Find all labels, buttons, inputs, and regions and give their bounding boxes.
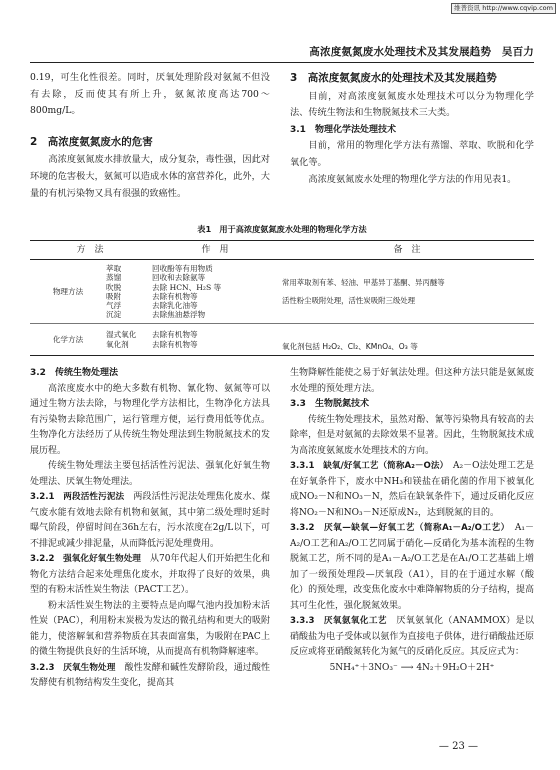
paragraph: 高浓度氨氮废水处理的物理化学方法的作用见表1。: [308, 173, 517, 185]
subsection-label: 3.3.1 缺氧/好氧工艺（简称A₂－O法）: [290, 461, 444, 471]
method: 吸附: [106, 291, 122, 301]
methods-table: [30, 240, 534, 356]
paragraph: 0.19，可生化性很差。同时，厌氧处理阶段对氨氮不但没有去除，反而使其有所上升，氨氮浓度高达700～800mg/L。: [30, 72, 270, 117]
table-header: 备 注: [280, 241, 534, 260]
subsection-text: 两段活性污泥法处理焦化废水、煤气废水能有效地去除有机物和氨氮，其中第二级处理时延时曝气阶段，停留时间在36h左右，污水浓度在2g/L以下，可不排泥或减少排泥量，从而降低污泥处理费用。: [30, 492, 270, 549]
paragraph: [30, 552, 270, 599]
method: 气浮: [106, 301, 122, 311]
subsection-text: 厌氧氨氧化（ANAMMOX）是以硝酸盐为电子受体或以氨作为直接电子供体，进行硝酸盐还原反应或将亚硝酸氮转化为氮气的反硝化反应。其反应式为：: [290, 616, 535, 657]
effect: 去除乳化油等: [152, 301, 198, 311]
note: 活性粉尘吸附处理，活性炭吸附三级处理: [282, 295, 416, 305]
paragraph: [30, 661, 270, 692]
paragraph: [290, 459, 534, 521]
effect: 回收酚等有用物质: [152, 264, 213, 274]
subsection-text: 从70年代起人们开始把生化和物化方法结合起来处理焦化废水，并取得了良好的效果，典型的有粉末活性炭生物法（PACT工艺）。: [30, 554, 270, 595]
paragraph: 传统生物处理法主要包括活性污泥法、强氧化好氧生物处理法、厌氧生物处理法。: [30, 461, 270, 487]
table-row: [30, 260, 534, 324]
paragraph: [290, 521, 534, 614]
table-caption: 表1 用于高浓度氨氮废水处理的物理化学方法: [197, 224, 367, 234]
paragraph: 目前，对高浓度氨氮废水处理技术可以分为物理化学法、传统生物法和生物脱氮技术三大类。: [290, 90, 534, 119]
subsection-label: 3.3.2 厌氧—缺氧—好氧工艺（简称A₁－A₂/O工艺）: [290, 523, 506, 533]
paragraph: 粉末活性炭生物法的主要特点是向曝气池内投加粉末活性炭（PAC），利用粉末炭极为发达的微孔结构和更大的吸附能力，使溶解氧和营养物质在其表面富集，为吸附在PAC上的微生物提供良好的生活环境，从而提高有机物降解速率。: [30, 600, 270, 657]
reaction-formula: 5NH₄⁺＋3NO₃⁻ ⟶ 4N₂＋9H₂O＋2H⁺: [329, 662, 495, 673]
note-cell: [280, 324, 534, 355]
section-2-title: 2 高浓度氨氮废水的危害: [30, 135, 153, 148]
section-3-1-title: 3.1 物理化学法处理技术: [290, 124, 396, 135]
table-header: 作 用: [150, 241, 280, 260]
table-header: 方 法: [30, 241, 150, 260]
method: 萃取: [106, 264, 122, 274]
right-column-bottom: [290, 366, 534, 676]
effect-list: [150, 260, 280, 324]
method: 沉淀: [106, 310, 122, 320]
paragraph: 传统生物处理技术，虽然对酚、氰等污染物具有较高的去除率，但是对氨氮的去除效果不显著。因此，生物脱氮技术成为高浓度氨氮废水处理技术的方向。: [290, 414, 534, 456]
method: 氧化剂: [106, 339, 129, 349]
effect: 回收和去除氨等: [152, 273, 206, 283]
paragraph: 高浓度废水中的绝大多数有机物、氰化物、氨氮等可以通过生物方法去除，与物理化学方法相比，生物净化方法具有污染物去除范围广，运行管理方便，运行费用低等优点。生物净化方法经历了从传统生物处理法到生物脱氮技术的发展历程。: [30, 383, 270, 456]
section-3-3-title: 3.3 生物脱氮技术: [290, 399, 369, 409]
effect-list: [150, 324, 280, 355]
subsection-text: 酸性发酵和碱性发酵阶段，通过酸性发酵使有机物结构发生变化，提高其: [30, 662, 270, 688]
right-column-top: [290, 70, 534, 188]
effect: 去除有机物等: [152, 339, 198, 349]
paragraph: 生物降解性能使之易于好氧法处理。但这种方法只能是氨氮废水处理的预处理方法。: [290, 368, 534, 394]
note-cell: [280, 260, 534, 324]
header-rule: [30, 62, 534, 63]
subsection-label: 3.3.3 厌氧氨氧化工艺: [290, 616, 387, 626]
note: 常用萃取剂有苯、轻油、甲基异丁基酮、异丙醚等: [282, 277, 445, 287]
paragraph: [30, 490, 270, 552]
section-3-title: 3 高浓度氨氮废水的处理技术及其发展趋势: [290, 72, 497, 84]
table-row: [30, 324, 534, 355]
subsection-label: 3.2.3 厌氧生物处理: [30, 662, 116, 673]
effect: 去除焦油悬浮物: [152, 310, 206, 320]
paragraph: [290, 614, 534, 661]
category-label: 化学方法: [52, 335, 84, 345]
page-number: — 23 —: [438, 741, 478, 752]
category-label: 物理方法: [52, 287, 84, 297]
method-list: [106, 330, 150, 348]
note: 氧化剂包括 H₂O₂、Cl₂、KMnO₄、O₃ 等: [282, 341, 418, 351]
watermark: 维普资讯 http://www.cqvip.com: [451, 3, 556, 14]
subsection-label: 3.2.2 强氧化好氧生物处理: [30, 554, 141, 564]
left-column-top: [30, 70, 270, 202]
effect: 去除有机物等: [152, 330, 198, 340]
method-list: [106, 264, 150, 319]
section-3-2-title: 3.2 传统生物处理法: [30, 368, 118, 378]
running-head: 高浓度氨氮废水处理技术及其发展趋势 吴百力: [309, 46, 534, 58]
subsection-text: A₁－A₂/O工艺和A₂/O工艺同属于硝化—反硝化为基本流程的生物脱氮工艺，所不同的是A₁－A₂/O工艺是在A₁/O工艺基础上增加了一级预处理段—厌氧段（A1），目的在于通过水解（酸化）的预处理，改变焦化废水中难降解物质的分子结构，提高其可生化性，强化脱氮效果。: [290, 523, 534, 611]
paragraph: 目前，常用的物理化学方法有蒸馏、萃取、吹脱和化学氧化等。: [290, 140, 534, 168]
effect: 去除 HCN、H₂S 等: [152, 282, 222, 292]
effect: 去除有机物等: [152, 291, 198, 301]
method: 吹脱: [106, 282, 122, 292]
method: 湿式氧化: [106, 330, 137, 340]
subsection-label: 3.2.1 两段活性污泥法: [30, 492, 125, 502]
paragraph: 高浓度氨氮废水排放量大，成分复杂，毒性强，因此对环境的危害极大，氨氮可以造成水体的富营养化，此外，大量的有机污染物又具有很强的致癌性。: [30, 154, 270, 199]
subsection-text: A₂－O法处理工艺是在好氧条件下，废水中NH₃和镁盐在硝化菌的作用下被氧化成NO₂－N和NO₃－N，然后在缺氧条件下，通过反硝化反应将NO₂－N和NO₃－N还原成N₂，达到脱氮的目的。: [290, 461, 534, 518]
left-column-bottom: [30, 366, 270, 692]
method: 蒸馏: [106, 273, 122, 283]
